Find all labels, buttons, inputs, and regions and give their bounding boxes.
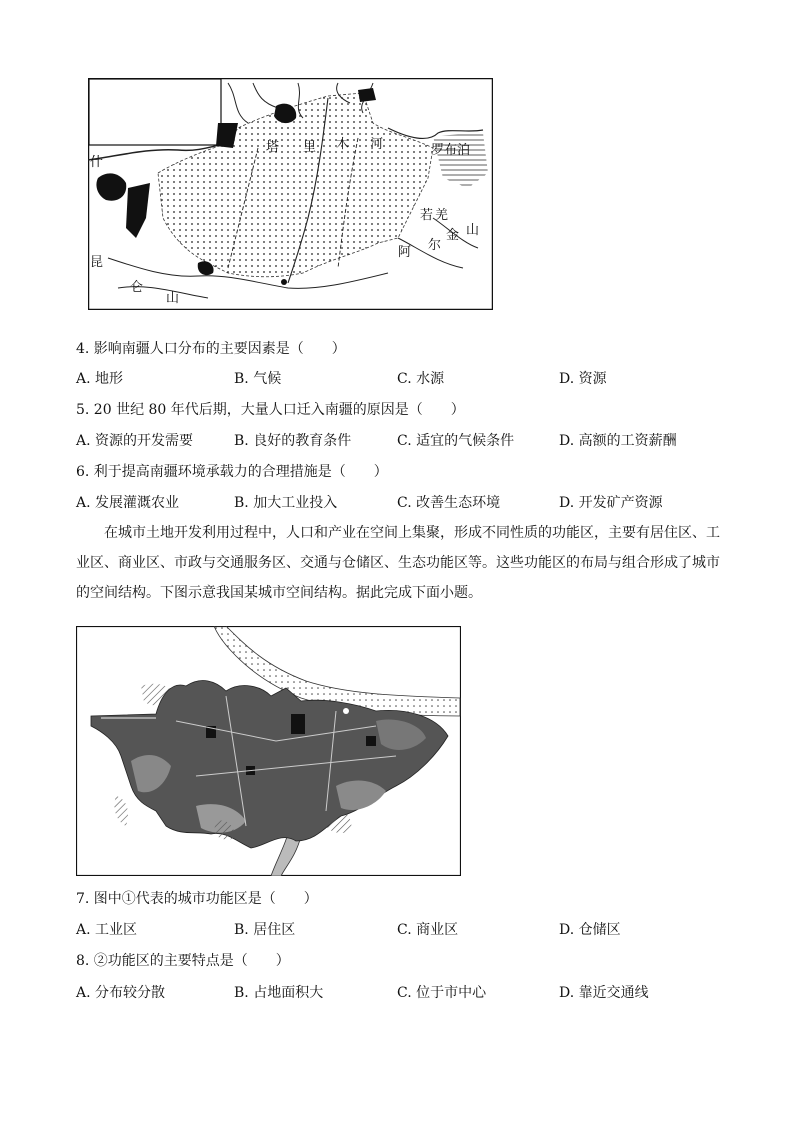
label-lun: 仑 (130, 280, 144, 295)
question-4-option-c: C. 水源 (397, 371, 445, 387)
question-6-option-c: C. 改善生态环境 (397, 495, 501, 511)
label-er: 尔 (428, 238, 442, 253)
city-spatial-structure-map (76, 626, 461, 876)
question-4-option-b: B. 气候 (234, 371, 282, 387)
label-jin: 金 (446, 228, 460, 243)
passage-line-3: 的空间结构。下图示意我国某城市空间结构。据此完成下面小题。 (76, 585, 482, 601)
label-shan-south: 山 (166, 291, 180, 306)
label-qiang: 羌 (435, 208, 449, 223)
label-shi: 什 (90, 155, 104, 170)
question-7-stem: 7. 图中①代表的城市功能区是（ ） (76, 891, 318, 907)
label-mu: 木 (336, 137, 350, 152)
label-li: 里 (303, 140, 317, 155)
label-shan-east: 山 (466, 223, 480, 238)
question-4-option-a: A. 地形 (76, 371, 124, 387)
label-luobupo: 罗布泊 (431, 143, 471, 158)
question-6-option-a: A. 发展灌溉农业 (76, 495, 180, 511)
question-8-option-d: D. 靠近交通线 (559, 985, 649, 1001)
question-6-option-d: D. 开发矿产资源 (559, 495, 663, 511)
question-6-option-b: B. 加大工业投入 (234, 495, 338, 511)
passage (76, 518, 726, 608)
label-a: 阿 (398, 245, 412, 260)
tarim-basin-map (88, 78, 493, 310)
question-7-option-d: D. 仓储区 (559, 922, 621, 938)
question-5-option-d: D. 高额的工资薪酬 (559, 433, 677, 449)
question-4-option-d: D. 资源 (559, 371, 607, 387)
passage-line-2: 业区、商业区、市政与交通服务区、交通与仓储区、生态功能区等。这些功能区的布局与组合形成了城市 (76, 555, 720, 571)
question-8-stem: 8. ②功能区的主要特点是（ ） (76, 953, 290, 969)
label-ruo: 若 (420, 208, 434, 223)
label-he: 河 (370, 137, 384, 152)
question-5-stem: 5. 20 世纪 80 年代后期，大量人口迁入南疆的原因是（ ） (76, 402, 465, 418)
passage-line-1: 在城市土地开发利用过程中，人口和产业在空间上集聚，形成不同性质的功能区，主要有居住区、工 (104, 525, 720, 541)
question-8-option-a: A. 分布较分散 (76, 985, 166, 1001)
question-4-stem: 4. 影响南疆人口分布的主要因素是（ ） (76, 341, 346, 357)
question-6-stem: 6. 利于提高南疆环境承载力的合理措施是（ ） (76, 464, 388, 480)
question-8-option-b: B. 占地面积大 (234, 985, 324, 1001)
label-ta: 塔 (266, 140, 280, 155)
label-kun: 昆 (90, 255, 104, 270)
question-5-option-a: A. 资源的开发需要 (76, 433, 194, 449)
question-8-option-c: C. 位于市中心 (397, 985, 487, 1001)
question-5-option-b: B. 良好的教育条件 (234, 433, 352, 449)
question-7-option-c: C. 商业区 (397, 922, 459, 938)
question-5-option-c: C. 适宜的气候条件 (397, 433, 515, 449)
question-7-option-b: B. 居住区 (234, 922, 296, 938)
question-7-option-a: A. 工业区 (76, 922, 138, 938)
